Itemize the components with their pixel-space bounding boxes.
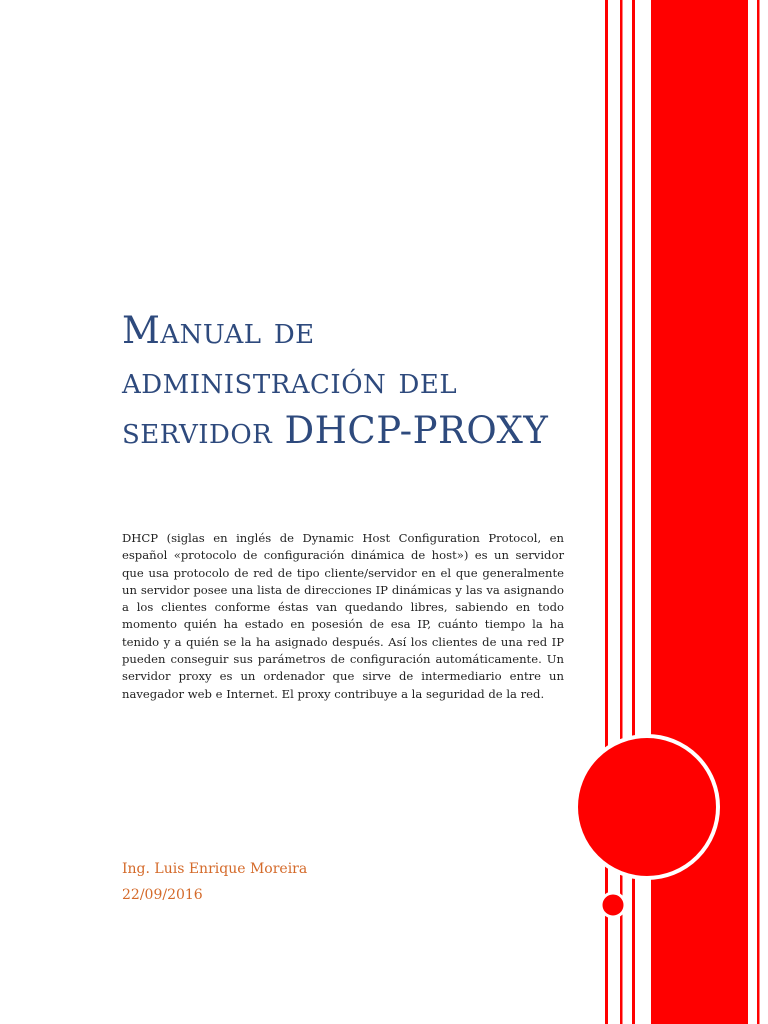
thin-red-line-4 xyxy=(757,0,760,1024)
title-line-2: administración del xyxy=(122,359,458,402)
author-name: Ing. Luis Enrique Moreira xyxy=(122,861,308,877)
thin-red-line-1 xyxy=(605,0,608,1024)
large-red-circle xyxy=(576,736,718,878)
title-line-3-prefix: servidor xyxy=(122,409,285,452)
small-red-circle xyxy=(601,893,625,917)
title-line-1: Manual de xyxy=(122,309,315,352)
document-title xyxy=(122,306,592,456)
title-line-3-caps: DHCP-PROXY xyxy=(284,409,549,452)
document-date: 22/09/2016 xyxy=(122,887,203,903)
abstract-paragraph: DHCP (siglas en inglés de Dynamic Host Configuration Protocol, en español «protocolo de configuración dinámica de host») es un servidor que usa protocolo de red de tipo cliente/servidor en el que generalmente un servidor posee una lista de direcciones IP dinámicas y las va asignando a los clientes conforme éstas van quedando libres, sabiendo en todo momento quién ha estado en posesión de esa IP, cuánto tiempo la ha tenido y a quién se la ha asignado después. Así los clientes de una red IP pueden conseguir sus parámetros de configuración automáticamente. Un servidor proxy es un ordenador que sirve de intermediario entre un navegador web e Internet. El proxy contribuye a la seguridad de la red. xyxy=(122,531,564,701)
